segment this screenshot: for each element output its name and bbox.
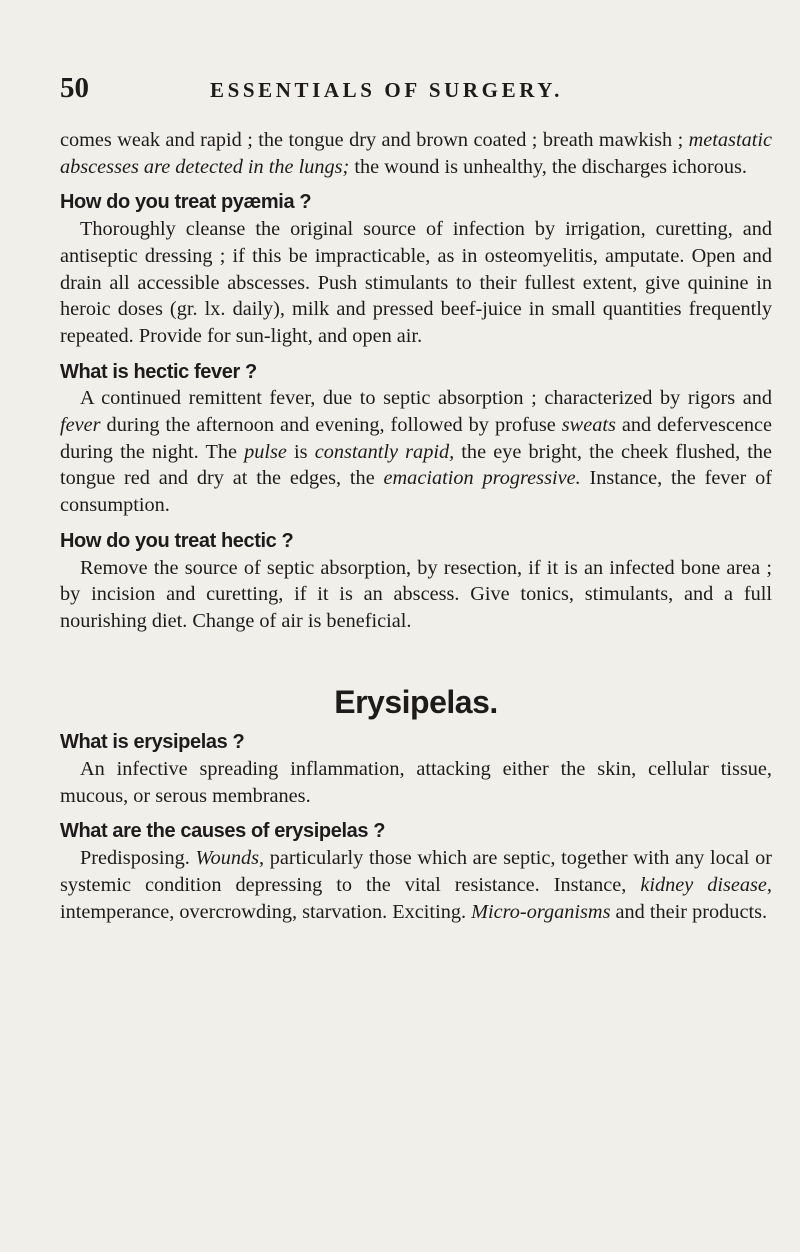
answer-erysipelas-causes [60,845,772,925]
text-run: Instance, the fever of consumption. [60,467,772,517]
italic-run: Wounds, [195,847,265,870]
text-run: A continued remittent fever, due to septic absorption ; characterized by rigors and [80,387,772,410]
italic-run: sweats [561,414,616,437]
text-run: and their products. [610,900,768,923]
italic-run: pulse [244,440,287,463]
page-body [60,127,772,925]
question-pyaemia-treatment: How do you treat pyæmia ? [60,191,312,214]
answer-pyaemia-treatment: Thoroughly cleanse the original source of infection by irrigation, curetting, and antiseptic dressing ; if this be impracticable, as in osteomyelitis, amputate. Open and drain all accessible abscesses. Push stimulants to their fullest extent, give quinine in heroic doses (gr. lx. daily), milk and pressed beef-juice in small quantities frequently repeated. Provide for sun-light, and open air. [60,218,772,347]
section-title: Erysipelas. [334,683,498,720]
text-run: intemperance, overcrowding, starvation. Exciting. [60,900,472,923]
italic-run: Micro-organisms [471,900,611,923]
text-run: is [286,440,315,463]
answer-hectic-fever [60,385,772,519]
italic-run: kidney disease, [640,873,772,896]
text-run: the wound is unhealthy, the discharges ichorous. [349,155,747,178]
text-run: comes weak and rapid ; the tongue dry and brown coated ; breath mawkish ; [60,129,689,151]
question-hectic-fever: What is hectic fever ? [60,360,257,383]
question-erysipelas-definition: What is erysipelas ? [60,731,245,754]
text-run: the eye bright, the cheek flushed, the tongue red and dry at the edges, the [60,440,773,490]
text-run: and defervescence during the night. The [60,414,772,463]
text-run: particularly those which are septic, together with any local or systemic condition depressing to the vital resistance. Instance, [60,847,772,896]
running-title: ESSENTIALS OF SURGERY. [210,78,563,102]
italic-run: metastatic abscesses are detected in the lungs; [60,129,772,178]
question-hectic-treatment: How do you treat hectic ? [60,529,294,552]
answer-erysipelas-definition: An infective spreading inflammation, attacking either the skin, cellular tissue, mucous, or serous membranes. [60,758,772,807]
text-run: Predisposing. [80,847,196,870]
continued-paragraph [60,127,772,180]
page-header [60,72,760,112]
italic-run: fever [60,414,101,437]
italic-run: constantly rapid, [314,440,455,463]
page-number: 50 [60,72,89,104]
italic-run: emaciation progressive. [383,467,581,490]
answer-hectic-treatment: Remove the source of septic absorption, by resection, if it is an infected bone area ; by incision and curetting, if it is an abscess. Give tonics, stimulants, and a full nourishing diet. Change of air is beneficial. [60,556,772,632]
question-erysipelas-causes: What are the causes of erysipelas ? [60,820,386,843]
text-run: during the afternoon and evening, followed by profuse [100,414,562,437]
